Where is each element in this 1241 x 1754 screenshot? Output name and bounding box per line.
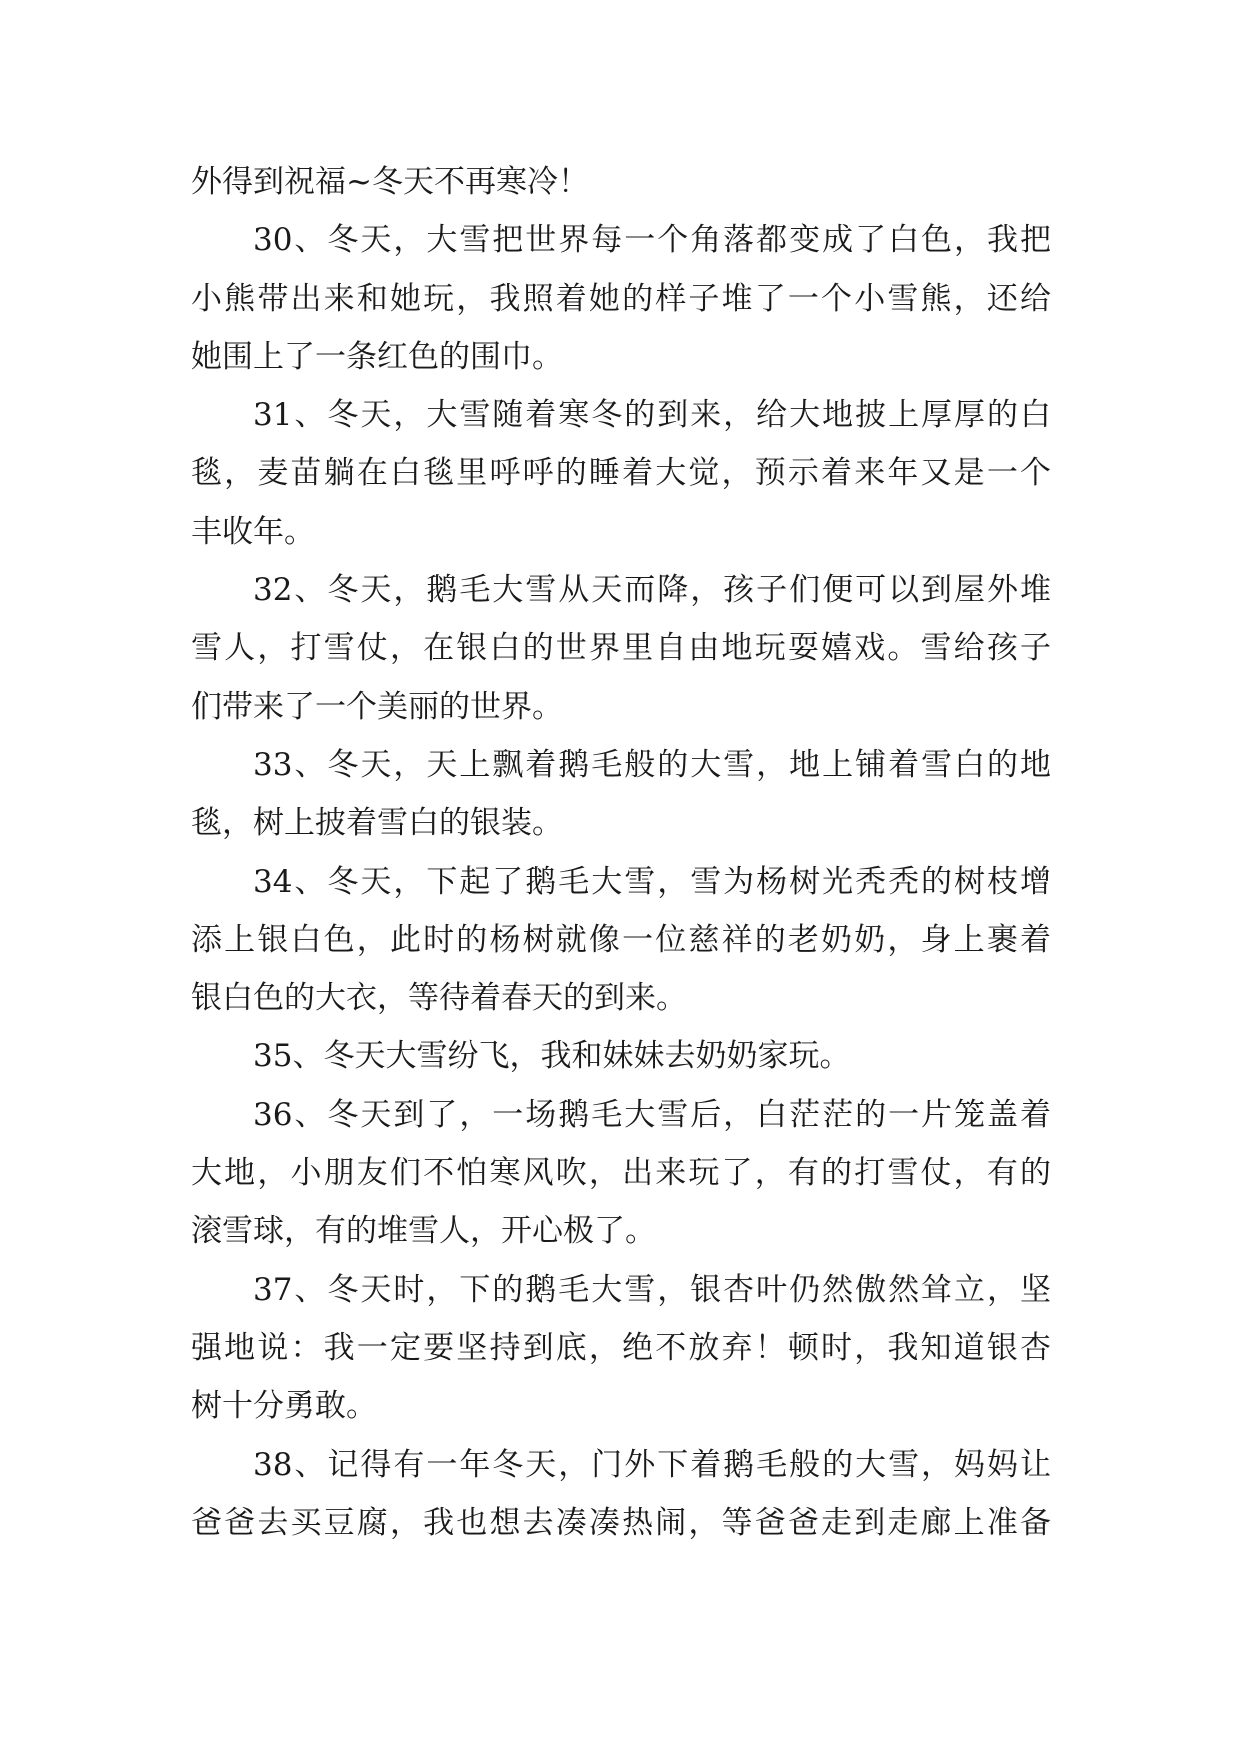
text-line: 添上银白色，此时的杨树就像一位慈祥的老奶奶，身上裹着 [191, 921, 1051, 958]
text-line: 丰收年。 [191, 513, 315, 550]
text-line: 滚雪球，有的堆雪人，开心极了。 [191, 1213, 656, 1250]
text-line: 毯，麦苗躺在白毯里呼呼的睡着大觉，预示着来年又是一个 [191, 455, 1051, 492]
text-line: 35、冬天大雪纷飞，我和妹妹去奶奶家玩。 [253, 1038, 851, 1075]
text-line: 毯，树上披着雪白的银装。 [191, 805, 563, 842]
text-line: 小熊带出来和她玩，我照着她的样子堆了一个小雪熊，还给 [191, 280, 1051, 317]
text-line: 树十分勇敢。 [191, 1388, 377, 1425]
text-line: 她围上了一条红色的围巾。 [191, 338, 563, 375]
text-line: 34、冬天，下起了鹅毛大雪，雪为杨树光秃秃的树枝增 [253, 863, 1051, 900]
text-line: 爸爸去买豆腐，我也想去凑凑热闹，等爸爸走到走廊上准备 [191, 1504, 1051, 1541]
body-text [191, 153, 1051, 1552]
text-line: 外得到祝福~冬天不再寒冷！ [191, 164, 589, 200]
text-line: 强地说：我一定要坚持到底，绝不放弃！顿时，我知道银杏 [191, 1329, 1051, 1366]
text-line: 32、冬天，鹅毛大雪从天而降，孩子们便可以到屋外堆 [253, 572, 1051, 609]
text-line: 银白色的大衣，等待着春天的到来。 [191, 980, 687, 1017]
text-line: 37、冬天时，下的鹅毛大雪，银杏叶仍然傲然耸立，坚 [253, 1271, 1051, 1308]
text-line: 们带来了一个美丽的世界。 [191, 688, 563, 725]
text-line: 38、记得有一年冬天，门外下着鹅毛般的大雪，妈妈让 [253, 1446, 1051, 1483]
text-line: 30、冬天，大雪把世界每一个角落都变成了白色，我把 [253, 222, 1051, 259]
text-line: 雪人，打雪仗，在银白的世界里自由地玩耍嬉戏。雪给孩子 [191, 630, 1051, 667]
text-line: 31、冬天，大雪随着寒冬的到来，给大地披上厚厚的白 [253, 397, 1051, 434]
text-line: 36、冬天到了，一场鹅毛大雪后，白茫茫的一片笼盖着 [253, 1096, 1051, 1133]
text-line: 33、冬天，天上飘着鹅毛般的大雪，地上铺着雪白的地 [253, 746, 1051, 783]
text-line: 大地，小朋友们不怕寒风吹，出来玩了，有的打雪仗，有的 [191, 1155, 1051, 1192]
